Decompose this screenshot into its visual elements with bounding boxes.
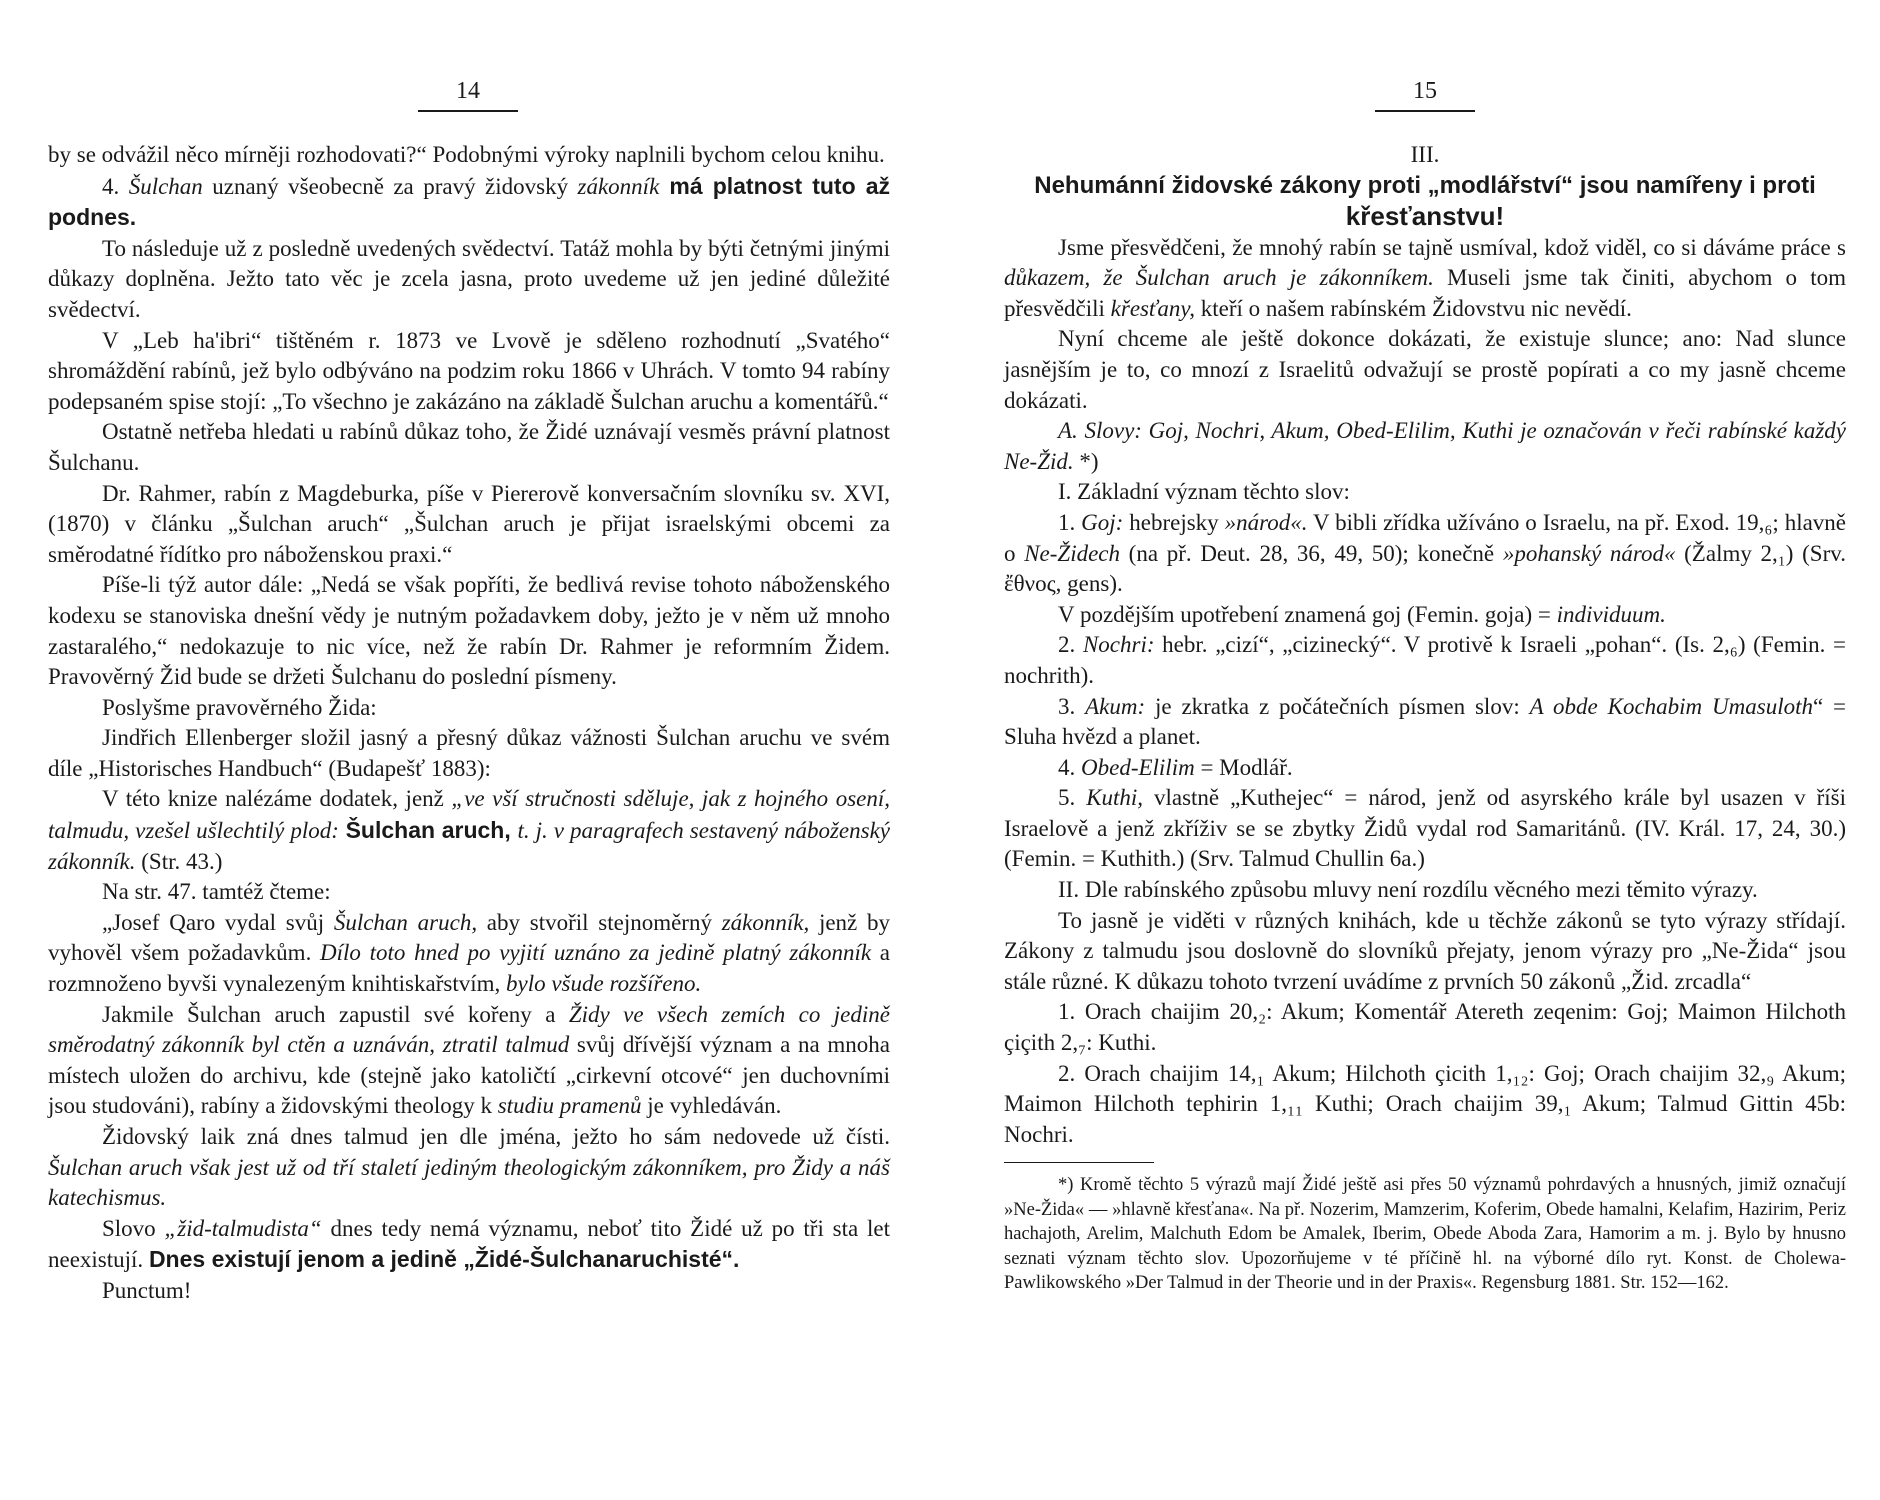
paragraph: by se odvážil něco mírněji rozhodovati?“ Podobnými výroky naplnili bychom celou knihu. [48,142,885,167]
paragraph: Nyní chceme ale ještě dokonce dokázati, že existuje slunce; ano: Nad slunce jasnějším je to, co mnozí z Israelitů odvažují se prostě popírati a co my jasně chceme dokázati. [1004,326,1846,413]
paragraph: Punctum! [102,1277,192,1303]
page-number-left: 14 [418,74,518,112]
paragraph: To jasně je viděti v různých knihách, kde u těchže zákonů se tyto výrazy střídají. Zákony z talmudu jsou doslovně do slovníků přejaty, jenom výrazy pro „Ne-Žida“ jsou stále různé. K důkazu tohoto tvrzení uvádíme z prvních 50 zákonů „Žid. zrcadla“ [1004,907,1846,994]
paragraph: To následuje už z posledně uvedených svědectví. Tatáž mohla by býti četnými jinými důkazy doplněna. Ježto tato věc je zcela jasna, proto uvedeme už jen jediné důležité svědectví. [48,235,890,322]
paragraph: Ostatně netřeba hledati u rabínů důkaz toho, že Židé uznávají vesměs právní platnost Šulchanu. [48,419,890,475]
paragraph: Jindřich Ellenberger složil jasný a přesný důkaz vážnosti Šulchan aruchu ve svém díle „Historisches Handbuch“ (Budapešť 1883): [48,725,890,781]
paragraph: A. Slovy: Goj, Nochri, Akum, Obed-Elilim, Kuthi je označován v řeči rabínské každý Ne-Žid. *) [1004,418,1846,474]
paragraph: 2. Nochri: hebr. „cizí“, „cizinecký“. V protivě k Israeli „pohan“. (Is. 2,₆) (Femin. = nochrith). [1004,632,1847,688]
right-page-body [1004,140,1846,1295]
paragraph: 3. Akum: je zkratka z počátečních písmen slov: A obde Kochabim Umasuloth“ = Sluha hvězd a planet. [1004,693,1847,750]
left-page-body [48,140,890,1307]
paragraph: 4. Obed-Elilim = Modlář. [1058,754,1293,780]
paragraph: Píše-li týž autor dále: „Nedá se však popříti, že bedlivá revise tohoto náboženského kodexu se stanoviska dnešní vědy je nutným požadavkem doby, ježto je v něm už mnoho zastaralého,“ nedokazuje to nic více, než že rabín Dr. Rahmer je reformním Židem. Pravověrný Žid bude se držeti Šulchanu do poslední písmeny. [48,572,890,690]
paragraph: I. Základní význam těchto slov: [1058,479,1350,505]
paragraph: V „Leb ha'ibri“ tištěném r. 1873 ve Lvově je sděleno rozhodnutí „Svatého“ shromáždění rabínů, jež bylo odbýváno na podzim roku 1866 v Uhrách. V tomto 94 rabíny podepsaném spise stojí: „To všechno je zakázáno na základě Šulchan aruchu a komentářů.“ [48,327,890,414]
footnote: *) Kromě těchto 5 výrazů mají Židé ještě asi přes 50 významů pohrdavých a hnusných, jimiž označují »Ne-Žida« — »hlavně křesťana«. Na př. Nozerim, Mamzerim, Koferim, Obede hamalni, Kelafim, Hazirim, Periz hachajoth, Arelim, Malchuth Edom be Amalek, Iberim, Obede Aboda Zara, Hamorim a m. j. Bylo by hnusno seznati význam těchto slov. Upozorňujeme v té příčině hl. na výborné dílo ryt. Konst. de Cholewa-Pawlikowského »Der Talmud in der Theorie und in der Praxis«. Regensburg 1881. Str. 152—162. [1004,1175,1846,1294]
paragraph: V pozdějším upotřebení znamená goj (Femin. goja) = individuum. [1058,601,1666,627]
paragraph: 1. Orach chaijim 20,₂: Akum; Komentář Atereth zeqenim: Goj; Maimon Hilchoth çiçith 2,₇: Kuthi. [1004,999,1846,1056]
paragraph: Poslyšme pravověrného Žida: [102,694,377,720]
paragraph: 5. Kuthi, vlastně „Kuthejec“ = národ, jenž od asyrského krále byl usazen v říši Israelově a jenž zkříživ se se zbytky Židů vydal rod Samaritánů. (IV. Král. 17, 24, 30.) (Femin. = Kuthith.) (Srv. Talmud Chullin 6a.) [1004,785,1847,872]
chapter-heading: Nehumánní židovské zákony proti „modlářství“ jsou namířeny i proti křesťanstvu! [1034,171,1816,231]
paragraph: Jakmile Šulchan aruch zapustil své kořeny a Židy ve všech zemích co jedině směrodatný zákonník byl ctěn a uznáván, ztratil talmud svůj dřívější význam a na mnoha místech uložen do archivu, kde (stejně jako katoličtí „cirkevní otcové“ jen duchovními jsou studováni), rabíny a židovskými theology k studiu pramenů je vyhledáván. [48,1001,891,1119]
paragraph: II. Dle rabínského způsobu mluvy není rozdílu věcného mezi těmito výrazy. [1058,877,1758,903]
paragraph: V této knize nalézáme dodatek, jenž „ve vší stručnosti sděluje, jak z hojného osení, talmudu, vzešel ušlechtilý plod: Šulchan aruch, t. j. v paragrafech sestavený náboženský zákonník. (Str. 43.) [48,786,891,874]
paragraph: Na str. 47. tamtéž čteme: [102,879,331,905]
page-number-right: 15 [1375,74,1475,112]
paragraph: 1. Goj: hebrejsky »národ«. V bibli zřídka užíváno o Israelu, na př. Exod. 19,₆; hlavně o Ne-Židech (na př. Deut. 28, 36, 49, 50); konečně »pohanský národ« (Žalmy 2,₁) (Srv. ἔθνος, gens). [1004,509,1847,597]
paragraph: Jsme přesvědčeni, že mnohý rabín se tajně usmíval, kdož viděl, co si dáváme práce s důkazem, že Šulchan aruch je zákonníkem. Museli jsme tak činiti, abychom o tom přesvědčili křesťany, kteří o našem rabínském Židovstvu nic nevědí. [1004,234,1846,321]
footnote-divider [1004,1162,1154,1163]
paragraph: 2. Orach chaijim 14,₁ Akum; Hilchoth çicith 1,₁₂: Goj; Orach chaijim 32,₉ Akum; Maimon Hilchoth tephirin 1,₁₁ Kuthi; Orach chaijim 39,₁ Akum; Talmud Gittin 45b: Nochri. [1004,1060,1846,1147]
paragraph: Slovo „žid-talmudista“ dnes tedy nemá významu, neboť tito Židé už po tři sta let neexistují. Dnes existují jenom a jedině „Židé-Šulchanaruchisté“. [48,1215,890,1273]
chapter-number: III. [1410,142,1440,167]
paragraph: Židovský laik zná dnes talmud jen dle jména, ježto ho sám nedovede už čísti. Šulchan aruch však jest už od tří staletí jediným theologickým zákonníkem, pro Židy a náš katechismus. [48,1124,890,1211]
paragraph: 4. Šulchan uznaný všeobecně za pravý židovský zákonník má platnost tuto až podnes. [48,172,891,231]
paragraph: Dr. Rahmer, rabín z Magdeburka, píše v Piererově konversačním slovníku sv. XVI, (1870) v článku „Šulchan aruch“ „Šulchan aruch je přijat israelskými obcemi za směrodatné řídítko pro náboženskou praxi.“ [48,480,890,567]
paragraph: „Josef Qaro vydal svůj Šulchan aruch, aby stvořil stejnoměrný zákonník, jenž by vyhověl všem požadavkům. Dílo toto hned po vyjití uznáno za jedině platný zákonník a rozmnoženo byvši vynalezeným knihtiskařstvím, bylo všude rozšířeno. [48,909,890,997]
